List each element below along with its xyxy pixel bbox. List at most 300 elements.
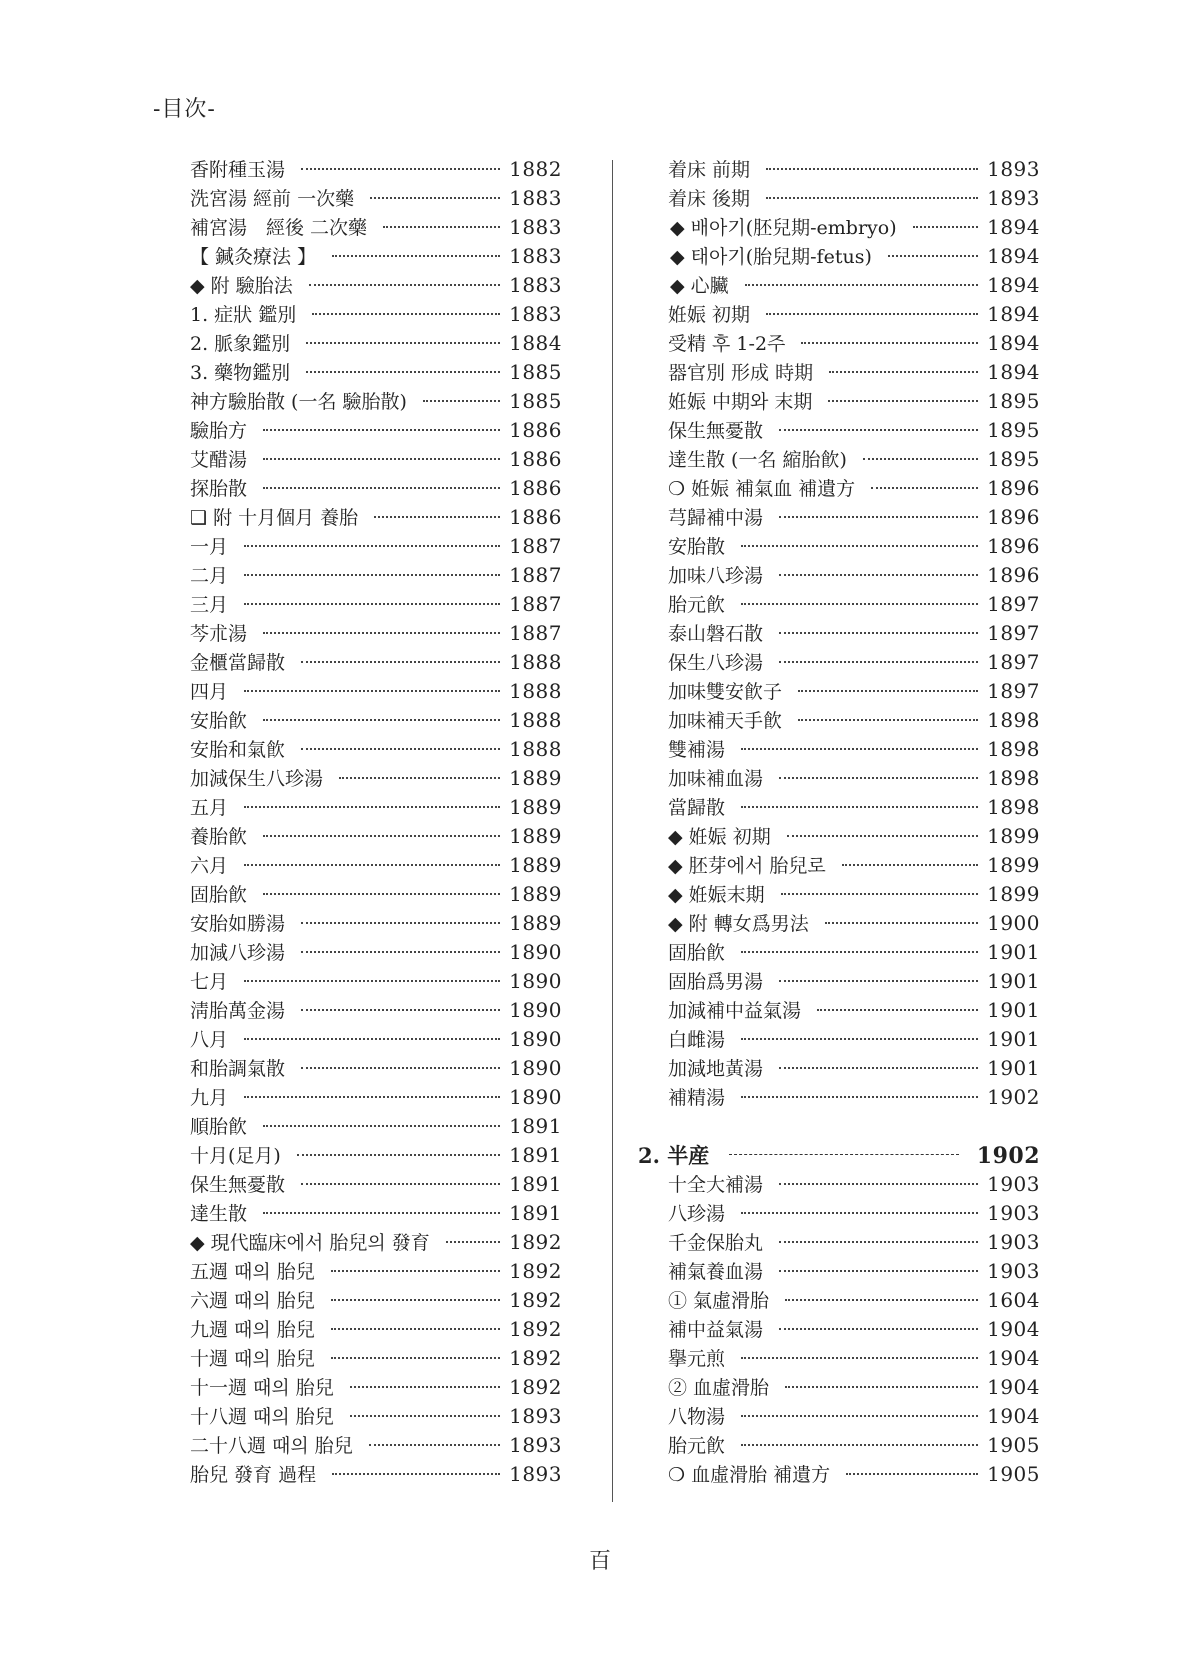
toc-entry-label: ◆ 胚芽에서 胎兒로 xyxy=(668,855,826,877)
toc-right-column xyxy=(638,155,1040,1489)
dot-leader xyxy=(798,719,978,721)
toc-entry-label: ◆ 태아기(胎兒期-fetus) xyxy=(670,246,872,268)
toc-entry-page: 1894 xyxy=(987,331,1040,355)
dot-leader xyxy=(370,197,500,199)
dot-leader xyxy=(263,429,500,431)
toc-entry xyxy=(190,503,562,532)
toc-entry-label: 安胎散 xyxy=(668,536,726,558)
toc-entry-label: 順胎飮 xyxy=(190,1116,248,1138)
toc-entry-label: 十週 때의 胎兒 xyxy=(190,1348,315,1370)
toc-entry xyxy=(190,358,562,387)
toc-entry-page: 1898 xyxy=(987,737,1040,761)
toc-entry-label: 二十八週 때의 胎兒 xyxy=(190,1435,353,1457)
toc-entry-page: 1888 xyxy=(509,679,562,703)
toc-entry xyxy=(668,1083,1040,1112)
toc-entry xyxy=(668,822,1040,851)
toc-entry xyxy=(668,1286,1040,1315)
dot-leader xyxy=(331,1299,500,1301)
toc-entry xyxy=(190,1460,562,1489)
toc-entry-label: 香附種玉湯 xyxy=(190,159,286,181)
toc-entry xyxy=(190,329,562,358)
toc-entry-page: 1901 xyxy=(987,969,1040,993)
toc-entry xyxy=(190,851,562,880)
toc-entry xyxy=(190,300,562,329)
dot-leader xyxy=(331,1270,500,1272)
toc-entry-page: 1890 xyxy=(509,940,562,964)
toc-entry-label: 補宮湯 經後 二次藥 xyxy=(190,217,368,239)
toc-entry xyxy=(190,706,562,735)
dot-leader xyxy=(263,632,500,634)
toc-entry xyxy=(668,1257,1040,1286)
toc-entry-page: 1891 xyxy=(509,1201,562,1225)
dot-leader xyxy=(244,806,500,808)
dot-leader xyxy=(301,1009,500,1011)
dot-leader xyxy=(863,458,978,460)
toc-entry-page: 1901 xyxy=(987,1027,1040,1051)
toc-entry-page: 1889 xyxy=(509,853,562,877)
dot-leader xyxy=(779,1241,978,1243)
toc-entry-label: 探胎散 xyxy=(190,478,248,500)
toc-entry-label: 加減地黃湯 xyxy=(668,1058,764,1080)
toc-entry-label: 洗宮湯 經前 一次藥 xyxy=(190,188,355,210)
dot-leader xyxy=(913,226,978,228)
toc-entry-label: 固胎飮 xyxy=(190,884,248,906)
toc-entry-label: 加減八珍湯 xyxy=(190,942,286,964)
toc-entry xyxy=(190,822,562,851)
toc-entry xyxy=(668,938,1040,967)
toc-entry-label: 姙娠 中期와 末期 xyxy=(668,391,813,413)
toc-entry-page: 1901 xyxy=(987,1056,1040,1080)
dot-leader xyxy=(312,313,500,315)
toc-entry xyxy=(668,271,1040,300)
toc-entry-page: 1896 xyxy=(987,563,1040,587)
toc-entry-page: 1895 xyxy=(987,389,1040,413)
toc-entry-page: 1887 xyxy=(509,592,562,616)
toc-entry xyxy=(668,387,1040,416)
toc-entry-page: 1892 xyxy=(509,1230,562,1254)
toc-entry xyxy=(190,1228,562,1257)
toc-entry-label: 加減保生八珍湯 xyxy=(190,768,324,790)
toc-entry-label: 芎歸補中湯 xyxy=(668,507,764,529)
toc-entry xyxy=(190,909,562,938)
toc-entry-page: 1893 xyxy=(509,1462,562,1486)
page-number: 百 xyxy=(588,1549,611,1574)
toc-entry-page: 1889 xyxy=(509,795,562,819)
toc-entry-label: 白雌湯 xyxy=(668,1029,726,1051)
dot-leader xyxy=(741,748,978,750)
dot-leader xyxy=(779,1183,978,1185)
dot-leader xyxy=(301,922,500,924)
toc-entry-page: 1903 xyxy=(987,1172,1040,1196)
toc-entry xyxy=(190,416,562,445)
toc-entry-label: 固胎飮 xyxy=(668,942,726,964)
toc-entry-label: 固胎爲男湯 xyxy=(668,971,764,993)
toc-entry-page: 1905 xyxy=(987,1462,1040,1486)
toc-entry xyxy=(668,677,1040,706)
dot-leader xyxy=(766,197,978,199)
toc-entry-page: 1904 xyxy=(987,1404,1040,1428)
dot-leader xyxy=(263,1212,500,1214)
toc-entry-page: 1904 xyxy=(987,1317,1040,1341)
toc-entry-label: 加味補血湯 xyxy=(668,768,764,790)
toc-entry-label: ❑ 附 十月個月 養胎 xyxy=(190,507,359,529)
toc-entry-label: 千金保胎丸 xyxy=(668,1232,764,1254)
toc-entry-label: 十全大補湯 xyxy=(668,1174,764,1196)
dot-leader xyxy=(785,1386,978,1388)
toc-entry-page: 1888 xyxy=(509,708,562,732)
toc-entry xyxy=(190,184,562,213)
toc-entry-label: 補精湯 xyxy=(668,1087,726,1109)
toc-entry xyxy=(190,1315,562,1344)
toc-entry-label: 擧元煎 xyxy=(668,1348,726,1370)
dot-leader xyxy=(798,690,978,692)
dot-leader xyxy=(297,1154,500,1156)
dot-leader xyxy=(374,516,500,518)
toc-entry-page: 1901 xyxy=(987,998,1040,1022)
toc-entry xyxy=(668,300,1040,329)
toc-entry-page: 1897 xyxy=(987,650,1040,674)
toc-entry-page: 1894 xyxy=(987,273,1040,297)
dot-leader xyxy=(423,400,500,402)
toc-entry xyxy=(190,242,562,271)
toc-entry-page: 1894 xyxy=(987,360,1040,384)
toc-entry-page: 1885 xyxy=(509,360,562,384)
toc-entry-page: 1892 xyxy=(509,1259,562,1283)
toc-entry-label: 保生八珍湯 xyxy=(668,652,764,674)
toc-entry-label: 艾醋湯 xyxy=(190,449,248,471)
toc-entry-page: 1898 xyxy=(987,795,1040,819)
dot-leader xyxy=(306,371,500,373)
toc-entry-label: 加味雙安飮子 xyxy=(668,681,783,703)
toc-entry-label: 八珍湯 xyxy=(668,1203,726,1225)
dot-leader xyxy=(779,980,978,982)
toc-entry xyxy=(190,155,562,184)
toc-entry-page: 1889 xyxy=(509,824,562,848)
toc-entry xyxy=(668,532,1040,561)
toc-entry-label: 當歸散 xyxy=(668,797,726,819)
toc-entry-label: 五月 xyxy=(190,797,229,819)
toc-entry xyxy=(668,1170,1040,1199)
toc-entry xyxy=(668,1402,1040,1431)
toc-entry xyxy=(668,1460,1040,1489)
toc-entry xyxy=(190,880,562,909)
dot-leader xyxy=(301,951,500,953)
toc-entry-page: 1889 xyxy=(509,911,562,935)
dot-leader xyxy=(244,1096,500,1098)
dot-leader xyxy=(745,284,978,286)
dot-leader xyxy=(825,922,978,924)
toc-entry xyxy=(668,996,1040,1025)
toc-entry xyxy=(668,967,1040,996)
toc-entry-label: 三月 xyxy=(190,594,229,616)
toc-entry-page: 1895 xyxy=(987,447,1040,471)
dot-leader xyxy=(888,255,978,257)
toc-entry-label: 安胎如勝湯 xyxy=(190,913,286,935)
toc-entry-label: ◆ 姙娠 初期 xyxy=(668,826,771,848)
toc-entry-label: 安胎和氣飮 xyxy=(190,739,286,761)
toc-entry-label: 九月 xyxy=(190,1087,229,1109)
toc-entry-page: 1883 xyxy=(509,215,562,239)
toc-entry-page: 1885 xyxy=(509,389,562,413)
dot-leader xyxy=(846,1473,978,1475)
toc-entry-label: 胎元飮 xyxy=(668,1435,726,1457)
dot-leader xyxy=(842,864,978,866)
toc-entry-page: 1902 xyxy=(987,1085,1040,1109)
toc-entry-page: 1901 xyxy=(987,940,1040,964)
toc-entry-page: 1897 xyxy=(987,679,1040,703)
toc-entry xyxy=(668,1025,1040,1054)
toc-entry-page: 1898 xyxy=(987,766,1040,790)
dot-leader xyxy=(817,1009,978,1011)
toc-entry-page: 1893 xyxy=(987,186,1040,210)
toc-entry xyxy=(668,590,1040,619)
dot-leader xyxy=(828,400,978,402)
toc-entry-page: 1886 xyxy=(509,418,562,442)
toc-entry-page: 1892 xyxy=(509,1288,562,1312)
toc-entry-page: 1889 xyxy=(509,882,562,906)
toc-entry-page: 1890 xyxy=(509,1085,562,1109)
toc-entry-page: 1893 xyxy=(509,1404,562,1428)
toc-section-heading xyxy=(638,1141,1040,1170)
toc-entry xyxy=(668,648,1040,677)
toc-entry-label: ◆ 心臟 xyxy=(670,275,729,297)
dot-leader xyxy=(729,1154,959,1155)
toc-entry-page: 1882 xyxy=(509,157,562,181)
toc-entry-label: 神方驗胎散 (一名 驗胎散) xyxy=(190,391,407,413)
toc-entry xyxy=(668,1373,1040,1402)
toc-entry-label: 和胎調氣散 xyxy=(190,1058,286,1080)
dot-leader xyxy=(263,487,500,489)
toc-entry-label: 八月 xyxy=(190,1029,229,1051)
toc-entry xyxy=(190,1257,562,1286)
toc-entry-label: 加味補天手飮 xyxy=(668,710,783,732)
toc-entry xyxy=(190,1025,562,1054)
page-header: -目次- xyxy=(153,97,216,122)
toc-entry xyxy=(190,735,562,764)
toc-entry xyxy=(190,1373,562,1402)
toc-entry-page: 1884 xyxy=(509,331,562,355)
toc-entry xyxy=(668,503,1040,532)
toc-entry-label: 養胎飮 xyxy=(190,826,248,848)
toc-entry-label: 1. 症狀 鑑別 xyxy=(190,304,297,326)
toc-entry-page: 1894 xyxy=(987,215,1040,239)
toc-entry-label: ① 氣虛滑胎 xyxy=(668,1290,770,1312)
toc-entry-label: 九週 때의 胎兒 xyxy=(190,1319,315,1341)
toc-entry-page: 1890 xyxy=(509,1027,562,1051)
toc-entry-page: 1896 xyxy=(987,476,1040,500)
dot-leader xyxy=(263,835,500,837)
dot-leader xyxy=(244,980,500,982)
dot-leader xyxy=(741,603,978,605)
toc-entry xyxy=(190,677,562,706)
dot-leader xyxy=(741,951,978,953)
toc-entry-page: 1897 xyxy=(987,621,1040,645)
toc-entry-label: 保生無憂散 xyxy=(190,1174,286,1196)
dot-leader xyxy=(306,342,500,344)
dot-leader xyxy=(779,1328,978,1330)
toc-entry xyxy=(190,271,562,300)
toc-entry-label: 2. 半産 xyxy=(638,1143,710,1168)
toc-entry-label: 雙補湯 xyxy=(668,739,726,761)
toc-entry-label: 着床 前期 xyxy=(668,159,751,181)
toc-entry-label: ❍ 血虛滑胎 補遺方 xyxy=(668,1464,831,1486)
dot-leader xyxy=(263,893,500,895)
toc-entry xyxy=(190,619,562,648)
toc-entry xyxy=(190,1141,562,1170)
toc-entry-label: ❍ 姙娠 補氣血 補遺方 xyxy=(668,478,856,500)
dot-leader xyxy=(741,1212,978,1214)
toc-entry-page: 1899 xyxy=(987,824,1040,848)
toc-entry-label: 胎元飮 xyxy=(668,594,726,616)
dot-leader xyxy=(741,806,978,808)
toc-entry xyxy=(668,909,1040,938)
toc-entry-label: 八物湯 xyxy=(668,1406,726,1428)
toc-entry xyxy=(668,445,1040,474)
dot-leader xyxy=(301,1067,500,1069)
dot-leader xyxy=(779,516,978,518)
dot-leader xyxy=(369,1444,500,1446)
dot-leader xyxy=(331,1357,500,1359)
toc-entry xyxy=(190,967,562,996)
dot-leader xyxy=(779,632,978,634)
dot-leader xyxy=(332,1473,500,1475)
toc-entry xyxy=(190,793,562,822)
toc-entry xyxy=(668,474,1040,503)
dot-leader xyxy=(331,1328,500,1330)
dot-leader xyxy=(779,1067,978,1069)
toc-entry-label: ◆ 現代臨床에서 胎兒의 發育 xyxy=(190,1232,430,1254)
toc-entry-label: 泰山磐石散 xyxy=(668,623,764,645)
toc-entry-label: ◆ 附 驗胎法 xyxy=(190,275,293,297)
dot-leader xyxy=(829,371,978,373)
toc-entry xyxy=(668,242,1040,271)
toc-entry-page: 1897 xyxy=(987,592,1040,616)
toc-left-column xyxy=(190,155,562,1489)
toc-entry-page: 1896 xyxy=(987,534,1040,558)
toc-entry xyxy=(190,1199,562,1228)
toc-entry xyxy=(668,416,1040,445)
dot-leader xyxy=(741,1038,978,1040)
dot-leader xyxy=(309,284,500,286)
toc-entry xyxy=(190,996,562,1025)
toc-entry xyxy=(190,764,562,793)
toc-entry-page: 1887 xyxy=(509,534,562,558)
toc-entry xyxy=(190,445,562,474)
toc-entry-page: 1899 xyxy=(987,882,1040,906)
dot-leader xyxy=(244,574,500,576)
toc-entry-page: 1899 xyxy=(987,853,1040,877)
toc-entry-page: 1903 xyxy=(987,1201,1040,1225)
toc-entry-label: 芩朮湯 xyxy=(190,623,248,645)
toc-entry-page: 1888 xyxy=(509,737,562,761)
dot-leader xyxy=(779,429,978,431)
toc-entry-page: 1900 xyxy=(987,911,1040,935)
toc-entry xyxy=(668,706,1040,735)
dot-leader xyxy=(766,313,978,315)
toc-entry-label: 達生散 xyxy=(190,1203,248,1225)
toc-entry-page: 1886 xyxy=(509,476,562,500)
dot-leader xyxy=(741,545,978,547)
toc-entry xyxy=(190,1170,562,1199)
dot-leader xyxy=(781,893,978,895)
toc-entry-page: 1891 xyxy=(509,1172,562,1196)
dot-leader xyxy=(741,1096,978,1098)
toc-entry-page: 1883 xyxy=(509,273,562,297)
toc-entry xyxy=(668,1344,1040,1373)
toc-entry-page: 1894 xyxy=(987,244,1040,268)
toc-entry-page: 1888 xyxy=(509,650,562,674)
column-divider xyxy=(612,160,613,1502)
toc-entry-label: 姙娠 初期 xyxy=(668,304,751,326)
toc-entry xyxy=(668,880,1040,909)
toc-entry-page: 1895 xyxy=(987,418,1040,442)
dot-leader xyxy=(383,226,500,228)
toc-entry-page: 1883 xyxy=(509,302,562,326)
toc-entry-page: 1902 xyxy=(976,1143,1040,1169)
toc-entry-label: 胎兒 發育 過程 xyxy=(190,1464,317,1486)
toc-entry xyxy=(668,793,1040,822)
toc-entry xyxy=(190,1054,562,1083)
toc-entry-page: 1883 xyxy=(509,186,562,210)
toc-entry-page: 1905 xyxy=(987,1433,1040,1457)
dot-leader xyxy=(244,690,500,692)
toc-entry-page: 1890 xyxy=(509,969,562,993)
toc-entry-page: 1904 xyxy=(987,1375,1040,1399)
toc-entry xyxy=(668,735,1040,764)
toc-entry-label: 淸胎萬金湯 xyxy=(190,1000,286,1022)
toc-entry xyxy=(190,1431,562,1460)
toc-entry xyxy=(668,213,1040,242)
toc-entry-page: 1891 xyxy=(509,1143,562,1167)
toc-entry-label: ◆ 姙娠末期 xyxy=(668,884,765,906)
dot-leader xyxy=(301,748,500,750)
toc-entry xyxy=(668,184,1040,213)
dot-leader xyxy=(871,487,978,489)
dot-leader xyxy=(301,661,500,663)
toc-entry xyxy=(668,1228,1040,1257)
toc-entry xyxy=(190,1344,562,1373)
toc-entry-page: 1887 xyxy=(509,563,562,587)
toc-entry xyxy=(668,561,1040,590)
toc-entry-page: 1904 xyxy=(987,1346,1040,1370)
toc-entry-label: 十一週 때의 胎兒 xyxy=(190,1377,334,1399)
toc-entry-label: 着床 後期 xyxy=(668,188,751,210)
toc-entry-page: 1903 xyxy=(987,1259,1040,1283)
toc-entry xyxy=(190,561,562,590)
toc-entry xyxy=(668,764,1040,793)
toc-entry-page: 1890 xyxy=(509,1056,562,1080)
toc-entry xyxy=(190,590,562,619)
dot-leader xyxy=(350,1386,500,1388)
toc-entry-page: 1896 xyxy=(987,505,1040,529)
toc-entry-label: 四月 xyxy=(190,681,229,703)
toc-entry-page: 1890 xyxy=(509,998,562,1022)
toc-entry-page: 1887 xyxy=(509,621,562,645)
toc-entry-page: 1892 xyxy=(509,1375,562,1399)
toc-entry xyxy=(190,213,562,242)
dot-leader xyxy=(244,545,500,547)
toc-entry-label: 六月 xyxy=(190,855,229,877)
toc-entry-label: 金櫃當歸散 xyxy=(190,652,286,674)
toc-entry xyxy=(190,474,562,503)
toc-entry xyxy=(190,938,562,967)
toc-entry xyxy=(190,1402,562,1431)
dot-leader xyxy=(244,1038,500,1040)
dot-leader xyxy=(779,1270,978,1272)
toc-entry-page: 1886 xyxy=(509,447,562,471)
toc-entry-page: 1889 xyxy=(509,766,562,790)
dot-leader xyxy=(244,864,500,866)
